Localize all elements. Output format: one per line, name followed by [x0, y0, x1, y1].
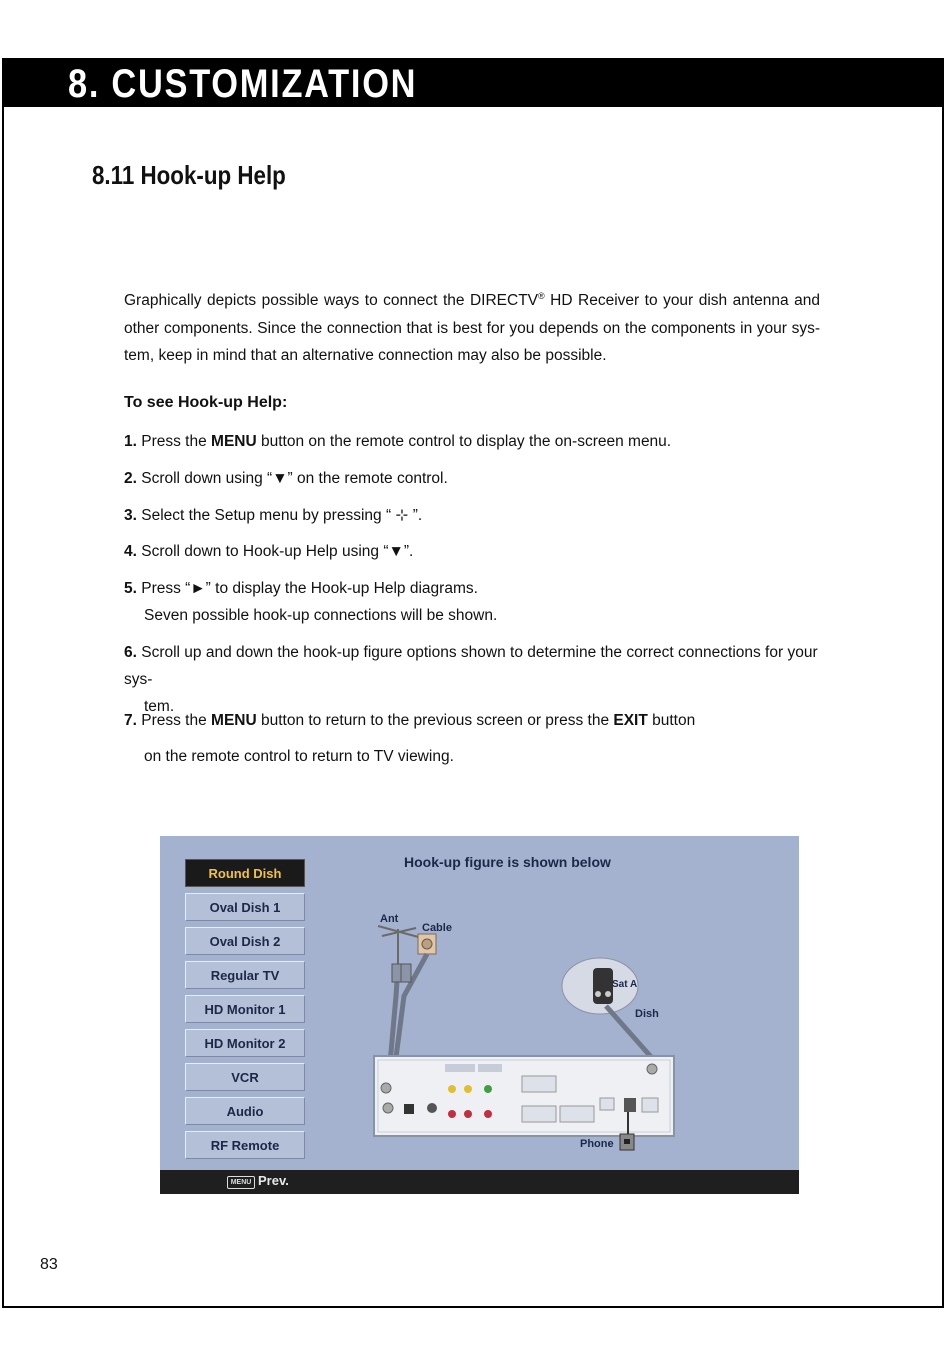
- step-text: Press the: [136, 712, 212, 729]
- hookup-caption: Hook-up figure is shown below: [404, 854, 611, 870]
- step-number: 2.: [124, 470, 137, 487]
- menu-keyword: MENU: [211, 433, 257, 450]
- cable-label: Cable: [422, 922, 452, 934]
- screen-footer: [160, 1170, 799, 1194]
- phone-label: Phone: [580, 1138, 614, 1150]
- hookup-help-screen: [160, 836, 799, 1194]
- step-text: Select the Setup menu by pressing “ ⊹ ”.: [136, 507, 423, 524]
- step-text: Scroll up and down the hook-up figure options shown to determine the correct connections for your sys-: [124, 644, 818, 688]
- menu-item-round-dish[interactable]: Round Dish: [185, 859, 305, 887]
- intro-text-1: Graphically depicts possible ways to connect the DIRECTV: [124, 292, 539, 310]
- step-3: [124, 502, 824, 529]
- prev-button[interactable]: Prev.: [258, 1173, 289, 1188]
- step-text: Scroll down to Hook-up Help using “▼”.: [136, 543, 414, 560]
- menu-key-icon: MENU: [227, 1176, 255, 1189]
- step-4: [124, 538, 824, 565]
- step-2: [124, 465, 824, 492]
- sat-a-label: Sat A: [612, 979, 638, 990]
- step-text: button to return to the previous screen or press the: [256, 712, 614, 729]
- intro-paragraph: [124, 283, 820, 370]
- step-number: 7.: [124, 712, 137, 729]
- step-number: 1.: [124, 433, 137, 450]
- page-number: 83: [40, 1256, 58, 1273]
- exit-keyword: EXIT: [613, 712, 648, 729]
- registered-mark: ®: [538, 291, 545, 301]
- menu-keyword: MENU: [211, 712, 257, 729]
- step-1: [124, 428, 824, 455]
- step-text-continued: on the remote control to return to TV viewing.: [144, 748, 454, 765]
- menu-item-regular-tv[interactable]: Regular TV: [185, 961, 305, 989]
- step-text-continued: Seven possible hook-up connections will be shown.: [144, 607, 498, 624]
- ant-label: Ant: [380, 913, 399, 925]
- step-text-continued: tem.: [144, 698, 175, 715]
- menu-item-rf-remote[interactable]: RF Remote: [185, 1131, 305, 1159]
- menu-item-hd-monitor-2[interactable]: HD Monitor 2: [185, 1029, 305, 1057]
- step-number: 4.: [124, 543, 137, 560]
- step-text: Press the: [136, 433, 212, 450]
- hookup-diagram: [160, 836, 799, 1170]
- step-text: button: [647, 712, 696, 729]
- intro-text-2: HD Receiver to your dish antenna and other components. Since the connection that is best for you depends on the components in your sys-tem, keep in mind that an alternative connection may also be possible.: [124, 292, 820, 365]
- menu-item-oval-dish-1[interactable]: Oval Dish 1: [185, 893, 305, 921]
- step-text: Scroll down using “▼” on the remote control.: [136, 470, 448, 487]
- step-5: [124, 575, 824, 629]
- section-title: 8.11 Hook-up Help: [92, 160, 286, 190]
- step-7: [124, 703, 824, 775]
- cable-outlet-icon: [418, 934, 436, 954]
- step-number: 3.: [124, 507, 137, 524]
- step-number: 5.: [124, 580, 137, 597]
- menu-item-oval-dish-2[interactable]: Oval Dish 2: [185, 927, 305, 955]
- phone-jack-icon: [620, 1134, 634, 1150]
- menu-item-audio[interactable]: Audio: [185, 1097, 305, 1125]
- antenna-icon: [378, 926, 422, 966]
- chapter-title: 8. CUSTOMIZATION: [68, 62, 418, 106]
- step-number: 6.: [124, 644, 137, 661]
- menu-item-vcr[interactable]: VCR: [185, 1063, 305, 1091]
- dish-label: Dish: [635, 1008, 659, 1020]
- step-text: Press “►” to display the Hook-up Help diagrams.: [136, 580, 478, 597]
- steps-heading: To see Hook-up Help:: [124, 394, 288, 411]
- menu-item-hd-monitor-1[interactable]: HD Monitor 1: [185, 995, 305, 1023]
- step-text: button on the remote control to display the on-screen menu.: [256, 433, 672, 450]
